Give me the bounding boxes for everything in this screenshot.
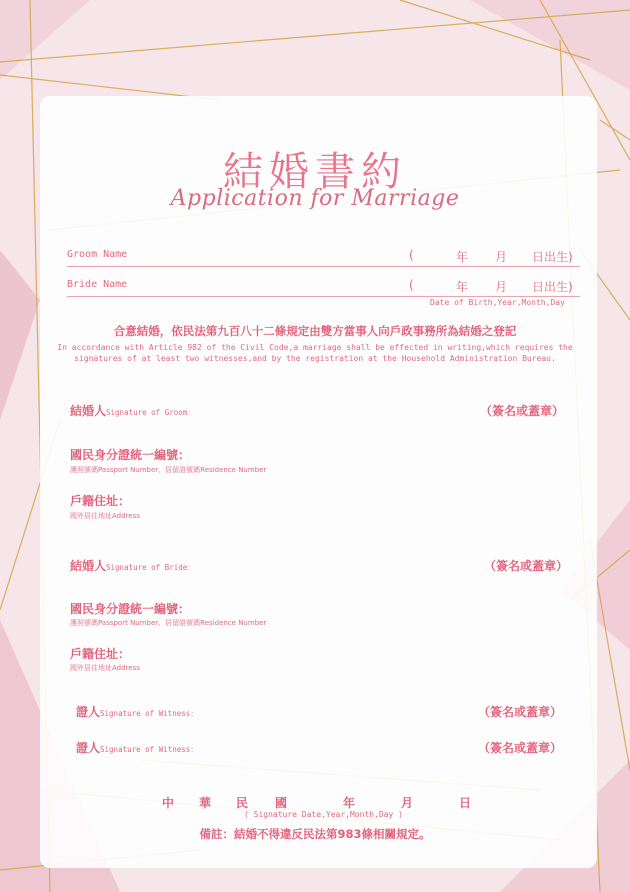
witness-1-seal-note: （簽名或蓋章）: [478, 705, 563, 719]
bride-dob-day: 日出生): [532, 280, 573, 294]
groom-dob-year: 年: [456, 250, 469, 264]
legal-note: 備註：結婚不得違反民法第983條相關規定。: [199, 827, 431, 841]
bride-id-sublabel: 護照號碼Passport Number、居留證號碼Residence Number: [70, 619, 267, 627]
date-month: 月: [401, 796, 414, 810]
agreement-english-line2: signatures of at least two witnesses,and by the registration at the Household Administration Bureau.: [74, 354, 556, 363]
groom-id-label: 國民身分證統一編號：: [70, 448, 191, 462]
witness-2-label: [76, 739, 198, 756]
date-caption: ( Signature Date,Year,Month,Day ): [244, 810, 403, 819]
bride-signature-label: [70, 557, 195, 574]
groom-dob-month: 月: [495, 250, 508, 264]
bride-address-label: 戶籍住址：: [70, 647, 131, 661]
groom-dob-day: 日出生): [532, 250, 573, 264]
bride-name-label: Bride Name: [67, 279, 128, 290]
agreement-english-line1: In accordance with Article 982 of the Civil Code,a marriage shall be effected in writing,which requires the: [57, 343, 573, 352]
groom-seal-note: （簽名或蓋章）: [480, 404, 565, 418]
groom-address-sublabel: 國外居住地址Address: [70, 512, 140, 520]
groom-id-sublabel: 護照號碼Passport Number、居留證號碼Residence Number: [70, 466, 267, 474]
witness-2-en: Signature of Witness：: [100, 745, 198, 754]
groom-signature-label: [70, 402, 195, 419]
witness-1-en: Signature of Witness：: [100, 709, 198, 718]
date-year: 年: [343, 796, 356, 810]
date-day: 日: [459, 796, 472, 810]
witness-1-zh: 證人: [76, 705, 101, 719]
groom-name-label: Groom Name: [67, 249, 128, 260]
witness-1-label: [76, 703, 198, 720]
bride-signature-zh: 結婚人: [70, 559, 107, 573]
bride-signature-en: Signature of Bride：: [106, 563, 195, 572]
agreement-chinese: 合意結婚，依民法第九百八十二條規定由雙方當事人向戶政事務所為結婚之登記: [113, 324, 517, 338]
groom-name-field[interactable]: [67, 266, 580, 267]
bride-address-sublabel: 國外居住地址Address: [70, 664, 140, 672]
groom-signature-zh: 結婚人: [70, 404, 107, 418]
date-char-1: 中: [162, 796, 175, 810]
date-char-4: 國: [275, 796, 288, 810]
bride-name-field[interactable]: [67, 296, 580, 297]
date-char-2: 華: [199, 796, 212, 810]
witness-2-seal-note: （簽名或蓋章）: [478, 741, 563, 755]
groom-signature-en: Signature of Groom：: [106, 408, 195, 417]
bride-dob-year: 年: [456, 280, 469, 294]
date-char-3: 民: [236, 796, 249, 810]
witness-2-zh: 證人: [76, 741, 101, 755]
groom-address-label: 戶籍住址：: [70, 494, 131, 508]
bride-dob-month: 月: [495, 280, 508, 294]
title-english: Application for Marriage: [170, 186, 460, 211]
bride-seal-note: （簽名或蓋章）: [484, 559, 569, 573]
bride-dob-open: (: [409, 278, 414, 292]
bride-id-label: 國民身分證統一編號：: [70, 602, 191, 616]
groom-dob-open: (: [409, 248, 414, 262]
title-chinese: 結婚書約: [223, 149, 407, 195]
dob-caption: Date of Birth,Year,Month,Day: [430, 298, 565, 307]
